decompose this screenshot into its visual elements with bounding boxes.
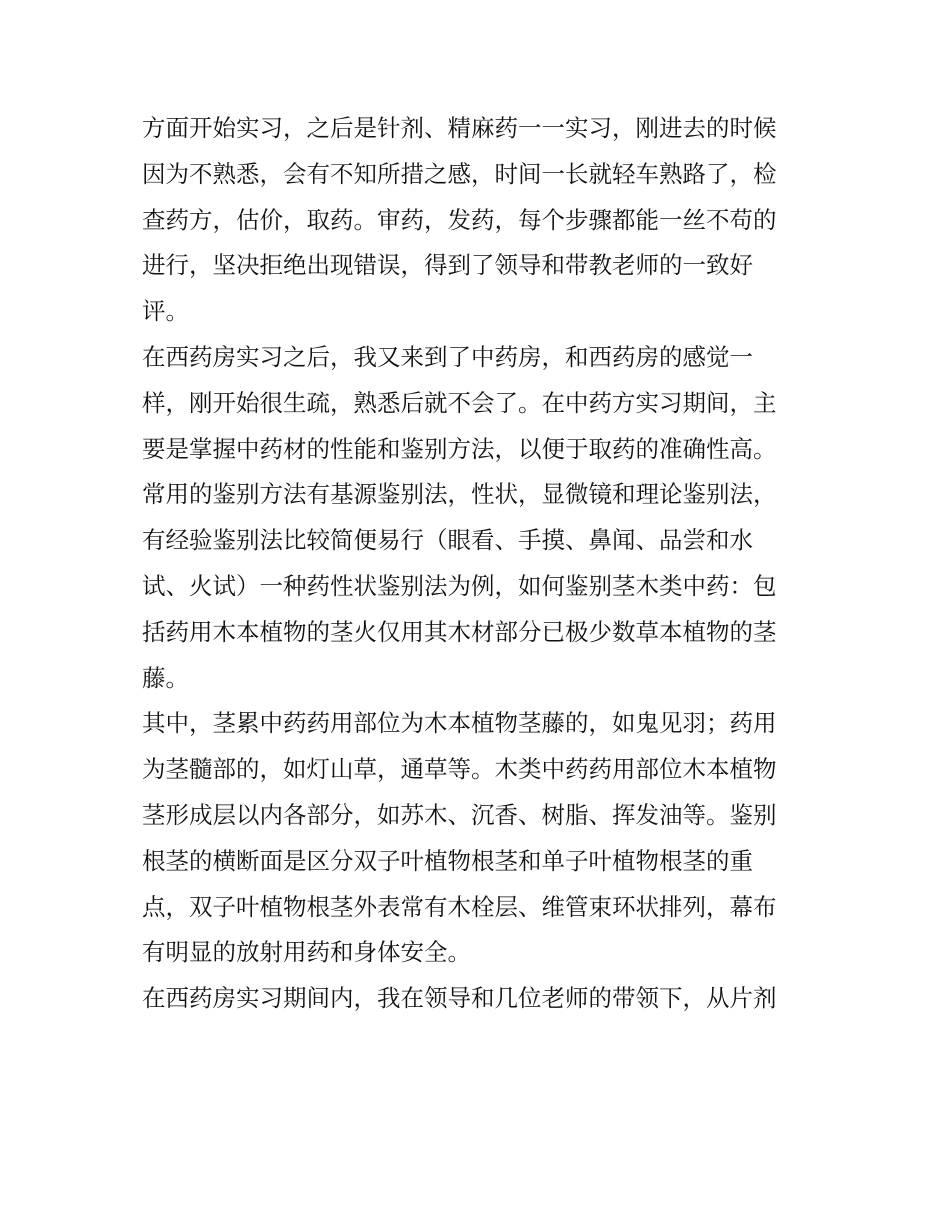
paragraph-4: 在西药房实习期间内，我在领导和几位老师的带领下，从片剂 [142, 984, 777, 1013]
paragraph-2: 在西药房实习之后，我又来到了中药房，和西药房的感觉一 样，刚开始很生疏，熟悉后就不会了。在中药方实习期间，主 要是掌握中药材的性能和鉴别方法，以便于取药的准确性高。 常用的鉴别方法有基源鉴别法，性状，显微镜和理论鉴别法， 有经验鉴别法比较简便易行（眼看、手摸、鼻闻、品尝和水 试、火试）一种药性状鉴别法为例，如何鉴别茎木类中药：包 括药用木本植物的茎火仅用其木材部分已极少数草本植物的茎 藤。 [142, 342, 777, 692]
paragraph-3: 其中，茎累中药药用部位为木本植物茎藤的，如鬼见羽；药用 为茎髓部的，如灯山草，通草等。木类中药药用部位木本植物 茎形成层以内各部分，如苏木、沉香、树脂、挥发油等。鉴别 根茎的横断面是区分双子叶植物根茎和单子叶植物根茎的重 点，双子叶植物根茎外表常有木栓层、维管束环状排列，幕布 有明显的放射用药和身体安全。 [142, 709, 777, 967]
document-body [142, 106, 814, 1022]
paragraph-1: 方面开始实习，之后是针剂、精麻药一一实习，刚进去的时候 因为不熟悉，会有不知所措之感，时间一长就轻车熟路了，检 查药方，估价，取药。审药，发药，每个步骤都能一丝不苟的 进行，坚决拒绝出现错误，得到了领导和带教老师的一致好 评。 [142, 114, 777, 326]
